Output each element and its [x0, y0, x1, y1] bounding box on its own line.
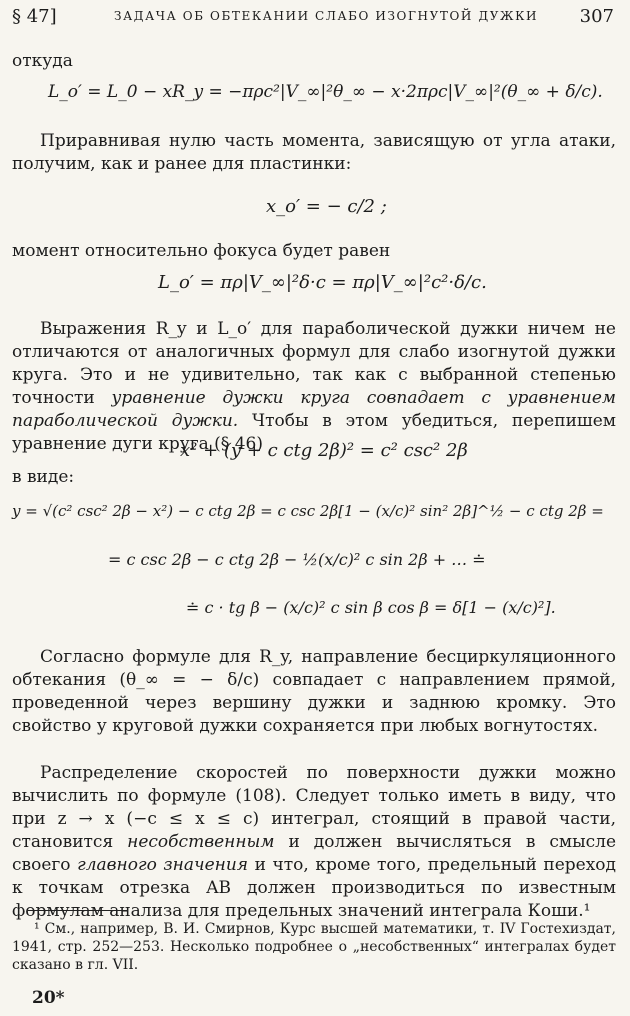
section-ref: § 47] [12, 6, 57, 27]
page-number: 307 [579, 6, 614, 27]
equation-arc-expansion-1: y = √(c² csc² 2β − x²) − c ctg 2β = c csc 2β[1 − (x/c)² sin² 2β]^½ − c ctg 2β = [12, 502, 604, 520]
equation-focus-moment: L_o′ = πρ|V_∞|²δ·c = πρ|V_∞|²c²·δ/c. [158, 272, 487, 293]
signature-mark: 20* [32, 988, 65, 1008]
paragraph-noncirculation-flow: Согласно формуле для R_y, направление бесциркуляционного обтекания (θ_∞ = − δ/c) совпадает с направлением прямой, проведенной через вершину дужки и заднюю кромку. Это свойство у круговой дужки сохраняется при любых вогнутостях. [12, 647, 616, 736]
parabolic-text-a: Выражения R_y и L_o′ для параболической дужки ничем не отличаются от аналогичных формул для слабо изогнутой дужки круга. Это и не удивительно, так как с выбранной степенью точности [12, 319, 616, 408]
equation-focus-position: x_o′ = − c/2 ; [266, 196, 387, 217]
parabolic-text-emphasis: уравнение дужки круга совпадает с уравнением параболической дужки. [12, 388, 617, 431]
footnote: ¹ См., например, В. И. Смирнов, Курс высшей математики, т. IV Гостехиздат, 1941, стр. 252—253. Несколько подробнее о „несобственных“ интегралах будет сказано в гл. VII. [12, 921, 616, 973]
paragraph-parabolic-arc [12, 318, 616, 456]
running-header [12, 6, 614, 30]
velocity-text-emphasis-2: главного значения [77, 855, 249, 875]
velocity-text-c: и что, кроме того, предельный переход к точкам отрезка AB должен производиться по известным формулам анализа для предельных значений интеграла Коши.¹ [12, 855, 616, 921]
paragraph-velocity-distribution [12, 762, 616, 923]
parabolic-text-b: Чтобы в этом убедиться, перепишем уравнение дуги круга (§ 46) [12, 411, 616, 454]
running-title: ЗАДАЧА ОБ ОБТЕКАНИИ СЛАБО ИЗОГНУТОЙ ДУЖКИ [114, 9, 539, 23]
paragraph-attack-angle: Приравнивая нулю часть момента, зависящую от угла атаки, получим, как и ранее для пластинки: [12, 131, 616, 174]
footnote-rule [28, 910, 128, 911]
equation-arc-expansion-3: ≐ c · tg β − (x/c)² c sin β cos β = δ[1 − (x/c)²]. [186, 598, 556, 617]
equation-circle-arc: x² + (y + c ctg 2β)² = c² csc² 2β [180, 440, 468, 461]
equation-moment: L_o′ = L_0 − xR_y = −πρc²|V_∞|²θ_∞ − x·2πρc|V_∞|²(θ_∞ + δ/c). [48, 82, 603, 102]
text-v-vide: в виде: [12, 467, 75, 487]
velocity-text-emphasis-1: несобственным [127, 832, 275, 852]
velocity-text-b: и должен вычисляться в смысле своего [12, 832, 617, 875]
equation-arc-expansion-2: = c csc 2β − c ctg 2β − ½(x/c)² c sin 2β + … ≐ [108, 550, 486, 569]
text-otkuda: откуда [12, 51, 73, 71]
paragraph-focus-moment: момент относительно фокуса будет равен [12, 241, 391, 261]
velocity-text-a: Распределение скоростей по поверхности дужки можно вычислить по формуле (108). Следует только иметь в виду, что при z → x (−c ≤ x ≤ c) интеграл, стоящий в правой части, становится [12, 763, 616, 852]
